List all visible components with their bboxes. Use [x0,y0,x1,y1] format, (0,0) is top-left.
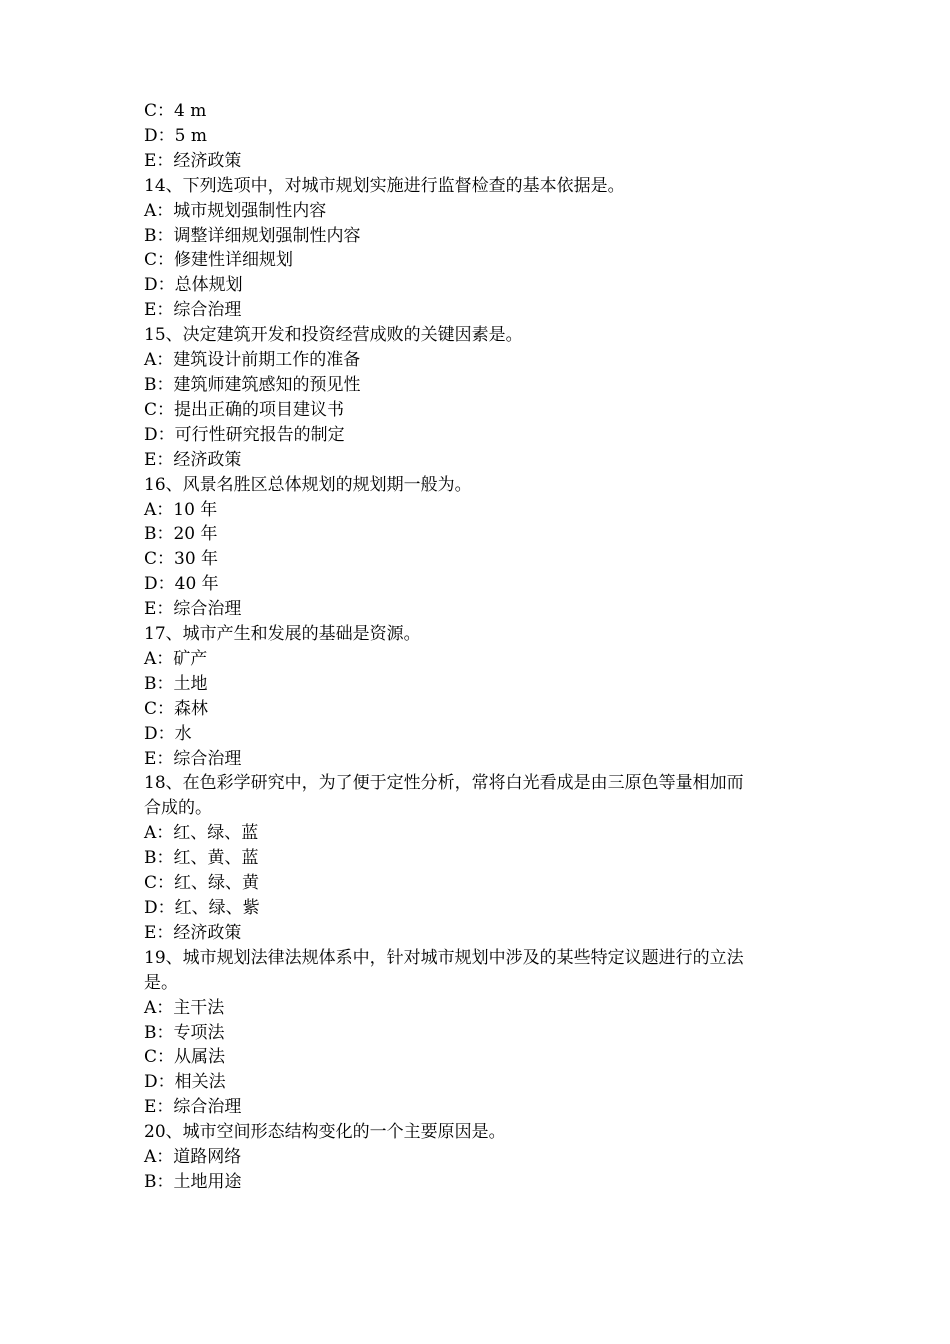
option-e-q19: E：综合治理 [144,1097,242,1118]
option-b-q20: B：土地用途 [144,1171,242,1192]
option-c-q19: C：从属法 [144,1047,226,1068]
option-d-q16: D：40 年 [144,574,219,595]
option-e-q15: E：经济政策 [144,449,242,470]
document-body [144,99,814,1195]
question-16: 16、风景名胜区总体规划的规划期一般为。 [144,474,472,495]
option-a-q17: A：矿产 [144,648,208,669]
question-19-line-2: 是。 [144,972,178,993]
option-b-q15: B：建筑师建筑感知的预见性 [144,374,361,395]
option-c-q15: C：提出正确的项目建议书 [144,399,345,420]
question-17: 17、城市产生和发展的基础是资源。 [144,624,421,645]
question-20: 20、城市空间形态结构变化的一个主要原因是。 [144,1122,506,1143]
option-a-q19: A：主干法 [144,997,225,1018]
option-a-q16: A：10 年 [144,499,218,520]
option-b-q16: B：20 年 [144,524,218,545]
option-d-q15: D：可行性研究报告的制定 [144,424,345,445]
option-e-q14: E：综合治理 [144,300,242,321]
option-a-q14: A：城市规划强制性内容 [144,200,327,221]
option-d-q14: D：总体规划 [144,275,243,296]
option-c-q14: C：修建性详细规划 [144,250,294,271]
option-a-q20: A：道路网络 [144,1147,242,1168]
option-b-q17: B：土地 [144,673,208,694]
option-e-q18: E：经济政策 [144,922,242,943]
option-c-q16: C：30 年 [144,549,219,570]
option-c-q13: C：4 m [144,101,207,121]
question-19-line-1: 19、城市规划法律法规体系中，针对城市规划中涉及的某些特定议题进行的立法 [144,947,744,968]
question-18-line-1: 18、在色彩学研究中，为了便于定性分析，常将白光看成是由三原色等量相加而 [144,773,744,794]
option-e-q17: E：综合治理 [144,748,242,769]
option-d-q19: D：相关法 [144,1072,226,1093]
option-b-q14: B：调整详细规划强制性内容 [144,225,361,246]
option-d-q18: D：红、绿、紫 [144,898,260,918]
question-15: 15、决定建筑开发和投资经营成败的关键因素是。 [144,325,523,346]
option-e-q13: E：经济政策 [144,150,242,171]
option-d-q13: D：5 m [144,125,207,146]
option-a-q18: A：红、绿、蓝 [144,823,259,844]
option-d-q17: D：水 [144,723,192,744]
option-b-q19: B：专项法 [144,1022,225,1043]
question-14: 14、下列选项中，对城市规划实施进行监督检查的基本依据是。 [144,175,625,196]
option-a-q15: A：建筑设计前期工作的准备 [144,350,361,371]
option-e-q16: E：综合治理 [144,599,242,620]
option-c-q17: C：森林 [144,698,209,719]
option-b-q18: B：红、黄、蓝 [144,848,259,869]
option-c-q18: C：红、绿、黄 [144,873,260,894]
question-18-line-2: 合成的。 [144,798,212,819]
